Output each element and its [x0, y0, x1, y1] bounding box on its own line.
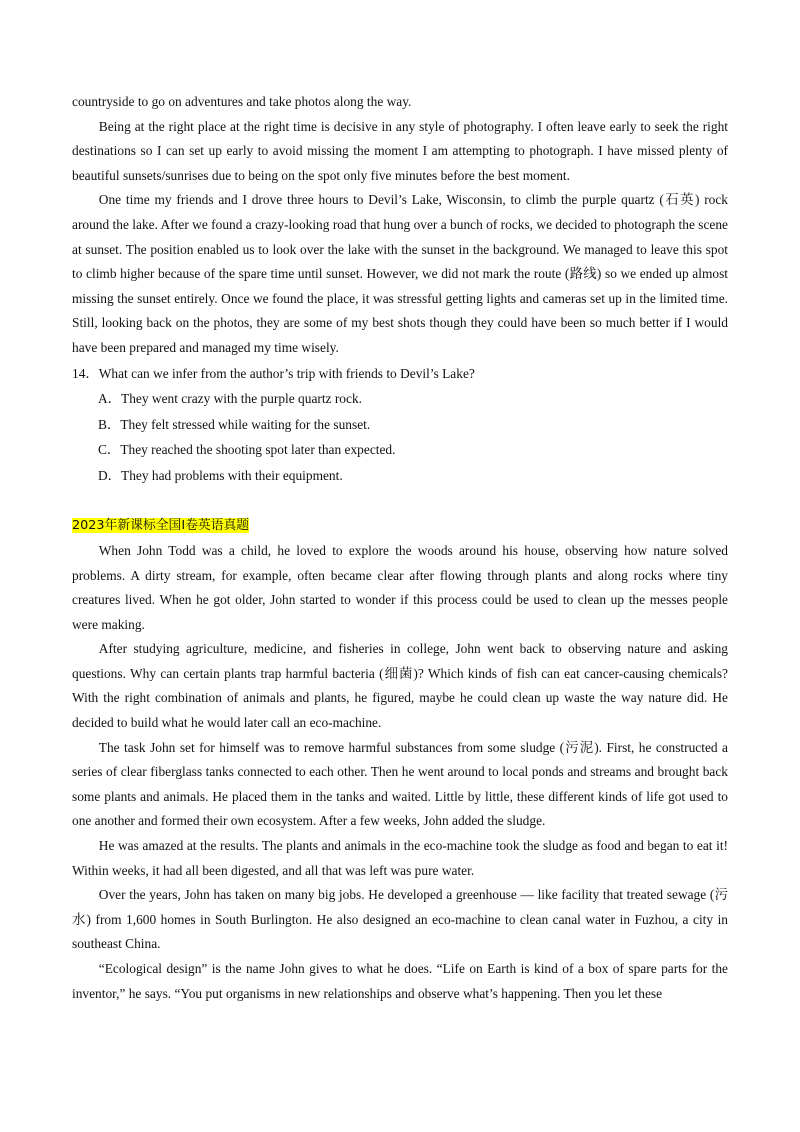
- passage1-paragraph-continuation: countryside to go on adventures and take photos along the way.: [72, 94, 412, 109]
- passage2-paragraph: Over the years, John has taken on many big jobs. He developed a greenhouse — like facility that treated sewage (污水) from 1,600 homes in South Burlington. He also designed an eco-machine to clean canal water in Fuzhou, a city in southeast China.: [72, 887, 728, 952]
- question-14-option-d: D．They had problems with their equipment.: [98, 467, 343, 483]
- section-header: [72, 513, 728, 539]
- passage2-paragraph: The task John set for himself was to remove harmful substances from some sludge (污泥). First, he constructed a series of clear fiberglass tanks connected to each other. Then he went around to local ponds and streams and brought back some plants and animals. He placed them in the tanks and waited. Little by little, these different kinds of life got used to one another and formed their own ecosystem. After a few weeks, John added the sludge.: [72, 739, 728, 829]
- question-14-option-a: A．They went crazy with the purple quartz rock.: [98, 390, 362, 406]
- question-14-stem: 14．What can we infer from the author’s trip with friends to Devil’s Lake?: [72, 365, 475, 381]
- question-14-option-b: B．They felt stressed while waiting for the sunset.: [98, 416, 371, 432]
- passage2-paragraph: After studying agriculture, medicine, and fisheries in college, John went back to observing nature and asking questions. Why can certain plants trap harmful bacteria (细菌)? Which kinds of fish can eat cancer-causing chemicals? With the right combination of animals and plants, he figured, maybe he could clean up waste the way nature did. He decided to build what he would later call an eco-machine.: [72, 641, 728, 731]
- passage1-paragraph-devils-lake: One time my friends and I drove three hours to Devil’s Lake, Wisconsin, to climb the purple quartz (石英) rock around the lake. After we found a crazy-looking road that hung over a bunch of rocks, we decided to photograph the scene at sunset. The position enabled us to look over the lake with the sunset in the background. We managed to leave this spot to climb higher because of the spare time until sunset. However, we did not mark the route (路线) so we ended up almost missing the sunset entirely. Once we found the place, it was stressful getting lights and cameras set up in the limited time. Still, looking back on the photos, they are some of my best shots though they could have been so much better if I would have been prepared and managed my time wisely.: [72, 192, 728, 355]
- question-14-option-c: C．They reached the shooting spot later than expected.: [98, 442, 396, 458]
- section-header-highlight: 2023年新课标全国Ⅰ卷英语真题: [72, 518, 250, 534]
- passage1-paragraph-timing: Being at the right place at the right time is decisive in any style of photography. I often leave early to seek the right destinations so I can set up early to avoid missing the moment I am attempting to photograph. I have missed plenty of beautiful sunsets/sunrises due to being on the spot only five minutes before the best moment.: [72, 118, 728, 183]
- passage2-paragraph: “Ecological design” is the name John gives to what he does. “Life on Earth is kind of a box of spare parts for the inventor,” he says. “You put organisms in new relationships and observe what’s happening. Then you let these: [72, 961, 728, 1001]
- passage2-paragraph: When John Todd was a child, he loved to explore the woods around his house, observing how nature solved problems. A dirty stream, for example, often became clear after flowing through plants and along rocks where tiny creatures lived. When he got older, John started to wonder if this process could be used to clean up the messes people were making.: [72, 542, 728, 632]
- passage2-paragraph: He was amazed at the results. The plants and animals in the eco-machine took the sludge as food and began to eat it! Within weeks, it had all been digested, and all that was left was pure water.: [72, 838, 728, 878]
